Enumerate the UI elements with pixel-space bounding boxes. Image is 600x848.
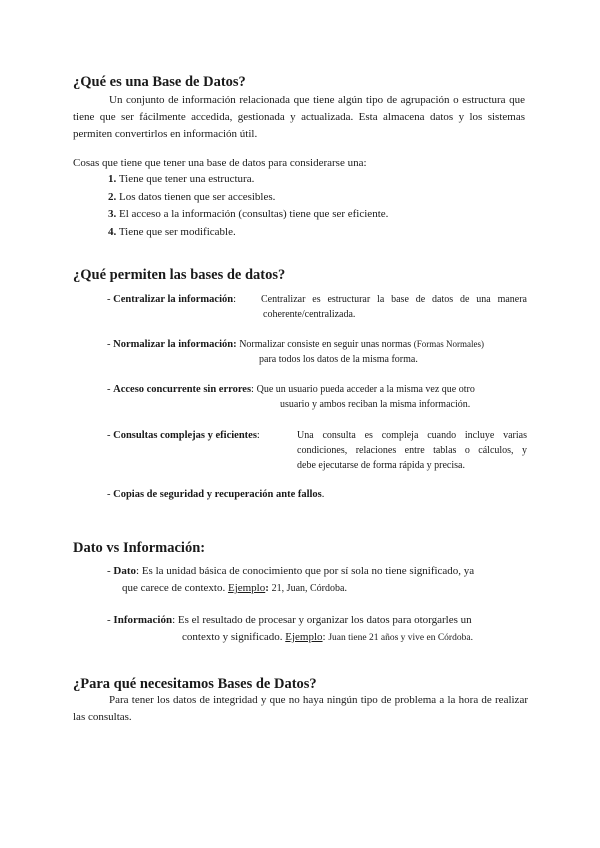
requirements-intro: Cosas que tiene que tener una base de datos para considerarse una: [73,157,367,169]
list-item: 2. Los datos tienen que ser accesibles. [108,190,276,203]
list-item: 4. Tiene que ser modificable. [108,225,236,238]
feature-normalize: - Normalizar la información: Normalizar consiste en seguir unas normas (Formas Normales) para todos los datos de la misma forma. [107,339,484,365]
heading-what-is-database: ¿Qué es una Base de Datos? [73,74,246,90]
definition-informacion: - Información: Es el resultado de procesar y organizar los datos para otorgarles un contexto y significado. Ejemplo: Juan tiene 21 años y vive en Córdoba. [107,614,473,643]
definition-paragraph: Un conjunto de información relacionada que tiene algún tipo de agrupación o estructura que tiene que ser fácilmente accedida, gestionada y actualizada. Esta almacena datos y los sistemas permiten convertirlos en información útil. [73,94,525,140]
heading-what-databases-allow: ¿Qué permiten las bases de datos? [73,267,286,283]
heading-why-databases: ¿Para qué necesitamos Bases de Datos? [73,676,317,692]
feature-complex-queries: - Consultas complejas y eficientes: Una consulta es compleja cuando incluye varias condiciones, relaciones entre tablas o cálculos, y debe ejecutarse de forma rápida y precisa. [107,430,527,471]
list-item: 1. Tiene que tener una estructura. [108,173,255,185]
feature-backups: - Copias de seguridad y recuperación ante fallos. [107,489,325,500]
heading-data-vs-information: Dato vs Información: [73,540,206,556]
requirements-list [108,171,388,241]
feature-centralize: - Centralizar la información: Centralizar es estructurar la base de datos de una manera coherente/centralizada. [107,294,527,320]
why-paragraph: Para tener los datos de integridad y que no haya ningún tipo de problema a la hora de realizar las consultas. [73,694,528,723]
feature-concurrent-access: - Acceso concurrente sin errores: Que un usuario pueda acceder a la misma vez que otro usuario y ambos reciban la misma información. [107,384,475,410]
list-item: 3. El acceso a la información (consultas) tiene que ser eficiente. [108,208,389,220]
definition-dato: - Dato: Es la unidad básica de conocimiento que por sí sola no tiene significado, ya que carece de contexto. Ejemplo: 21, Juan, Córdoba. [107,565,475,594]
